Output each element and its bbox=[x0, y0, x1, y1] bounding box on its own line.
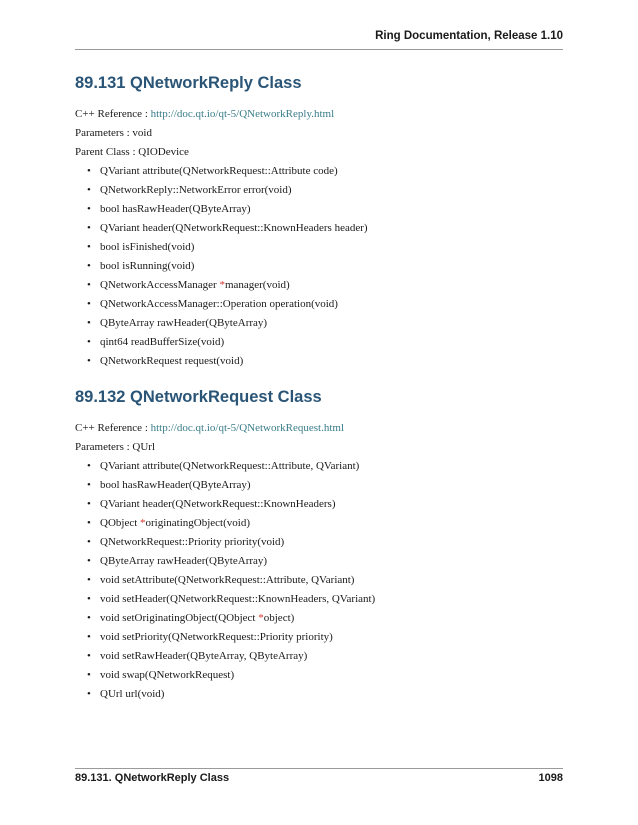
method-list bbox=[75, 459, 565, 701]
list-item bbox=[75, 516, 565, 530]
bullet-icon: • bbox=[87, 165, 91, 177]
section-title: 89.131 QNetworkReply Class bbox=[75, 74, 302, 92]
method-signature: QNetworkRequest request(void) bbox=[100, 355, 244, 367]
method-signature: bool isFinished(void) bbox=[100, 241, 195, 253]
list-item bbox=[75, 459, 565, 473]
bullet-icon: • bbox=[87, 479, 91, 491]
list-item bbox=[75, 335, 565, 349]
cpp-reference-label: C++ Reference : bbox=[75, 422, 151, 434]
cpp-reference bbox=[75, 421, 565, 435]
method-signature: QNetworkReply::NetworkError error(void) bbox=[100, 184, 292, 196]
parent-class-text: Parent Class : QIODevice bbox=[75, 146, 189, 158]
method-signature: QObject bbox=[100, 517, 141, 529]
method-signature: QVariant header(QNetworkRequest::KnownHeaders) bbox=[100, 498, 336, 510]
method-signature: bool hasRawHeader(QByteArray) bbox=[100, 203, 251, 215]
list-item bbox=[75, 535, 565, 549]
method-signature: void swap(QNetworkRequest) bbox=[100, 669, 235, 681]
bullet-icon: • bbox=[87, 298, 91, 310]
method-signature: qint64 readBufferSize(void) bbox=[100, 336, 225, 348]
method-signature: QByteArray rawHeader(QByteArray) bbox=[100, 555, 268, 567]
section-qnetworkrequest bbox=[75, 387, 565, 706]
parameters-text: Parameters : void bbox=[75, 127, 152, 139]
bullet-icon: • bbox=[87, 260, 91, 272]
section-title: 89.132 QNetworkRequest Class bbox=[75, 388, 322, 406]
method-signature: QUrl url(void) bbox=[100, 688, 165, 700]
method-signature: void setAttribute(QNetworkRequest::Attribute, QVariant) bbox=[100, 574, 355, 586]
list-item bbox=[75, 164, 565, 178]
method-signature-rest: object) bbox=[263, 612, 295, 624]
list-item bbox=[75, 354, 565, 368]
list-item bbox=[75, 202, 565, 216]
running-footer-section: 89.131. QNetworkReply Class bbox=[75, 772, 230, 784]
bullet-icon: • bbox=[87, 688, 91, 700]
cpp-reference-label: C++ Reference : bbox=[75, 108, 151, 120]
method-signature: QNetworkAccessManager bbox=[100, 279, 220, 291]
list-item bbox=[75, 630, 565, 644]
bullet-icon: • bbox=[87, 336, 91, 348]
list-item bbox=[75, 649, 565, 663]
bullet-icon: • bbox=[87, 650, 91, 662]
running-header: Ring Documentation, Release 1.10 bbox=[375, 30, 563, 42]
bullet-icon: • bbox=[87, 631, 91, 643]
section-qnetworkreply bbox=[75, 73, 565, 373]
list-item bbox=[75, 573, 565, 587]
bullet-icon: • bbox=[87, 279, 91, 291]
list-item bbox=[75, 611, 565, 625]
cpp-reference-link[interactable]: http://doc.qt.io/qt-5/QNetworkReply.html bbox=[150, 108, 335, 120]
method-signature-rest: originatingObject(void) bbox=[145, 517, 250, 529]
method-signature: QVariant attribute(QNetworkRequest::Attribute code) bbox=[100, 165, 338, 177]
bullet-icon: • bbox=[87, 241, 91, 253]
method-list bbox=[75, 164, 565, 368]
list-item bbox=[75, 278, 565, 292]
bullet-icon: • bbox=[87, 574, 91, 586]
method-signature: bool isRunning(void) bbox=[100, 260, 195, 272]
list-item bbox=[75, 183, 565, 197]
list-item bbox=[75, 592, 565, 606]
method-signature: QNetworkAccessManager::Operation operation(void) bbox=[100, 298, 338, 310]
list-item bbox=[75, 221, 565, 235]
pointer-star: * bbox=[219, 279, 225, 291]
bullet-icon: • bbox=[87, 555, 91, 567]
bullet-icon: • bbox=[87, 317, 91, 329]
method-signature: void setHeader(QNetworkRequest::KnownHeaders, QVariant) bbox=[100, 593, 376, 605]
bullet-icon: • bbox=[87, 184, 91, 196]
list-item bbox=[75, 478, 565, 492]
pointer-star: * bbox=[140, 517, 146, 529]
method-signature-rest: manager(void) bbox=[224, 279, 290, 291]
method-signature: QNetworkRequest::Priority priority(void) bbox=[100, 536, 285, 548]
bullet-icon: • bbox=[87, 593, 91, 605]
list-item bbox=[75, 259, 565, 273]
header-rule bbox=[75, 49, 563, 50]
bullet-icon: • bbox=[87, 355, 91, 367]
list-item bbox=[75, 497, 565, 511]
cpp-reference-link[interactable]: http://doc.qt.io/qt-5/QNetworkRequest.html bbox=[150, 422, 345, 434]
list-item bbox=[75, 297, 565, 311]
method-signature: void setOriginatingObject(QObject bbox=[100, 612, 259, 624]
method-signature: QVariant attribute(QNetworkRequest::Attribute, QVariant) bbox=[100, 460, 360, 472]
method-signature: QByteArray rawHeader(QByteArray) bbox=[100, 317, 268, 329]
page-number: 1098 bbox=[538, 772, 563, 784]
list-item bbox=[75, 554, 565, 568]
bullet-icon: • bbox=[87, 498, 91, 510]
bullet-icon: • bbox=[87, 536, 91, 548]
bullet-icon: • bbox=[87, 222, 91, 234]
method-signature: bool hasRawHeader(QByteArray) bbox=[100, 479, 251, 491]
method-signature: void setRawHeader(QByteArray, QByteArray) bbox=[100, 650, 308, 662]
bullet-icon: • bbox=[87, 612, 91, 624]
list-item bbox=[75, 316, 565, 330]
list-item bbox=[75, 240, 565, 254]
method-signature: QVariant header(QNetworkRequest::KnownHeaders header) bbox=[100, 222, 368, 234]
footer-rule bbox=[75, 768, 563, 769]
bullet-icon: • bbox=[87, 460, 91, 472]
bullet-icon: • bbox=[87, 517, 91, 529]
bullet-icon: • bbox=[87, 203, 91, 215]
cpp-reference bbox=[75, 107, 565, 121]
parameters-text: Parameters : QUrl bbox=[75, 441, 156, 453]
pointer-star: * bbox=[258, 612, 264, 624]
list-item bbox=[75, 668, 565, 682]
method-signature: void setPriority(QNetworkRequest::Priority priority) bbox=[100, 631, 333, 643]
list-item bbox=[75, 687, 565, 701]
bullet-icon: • bbox=[87, 669, 91, 681]
